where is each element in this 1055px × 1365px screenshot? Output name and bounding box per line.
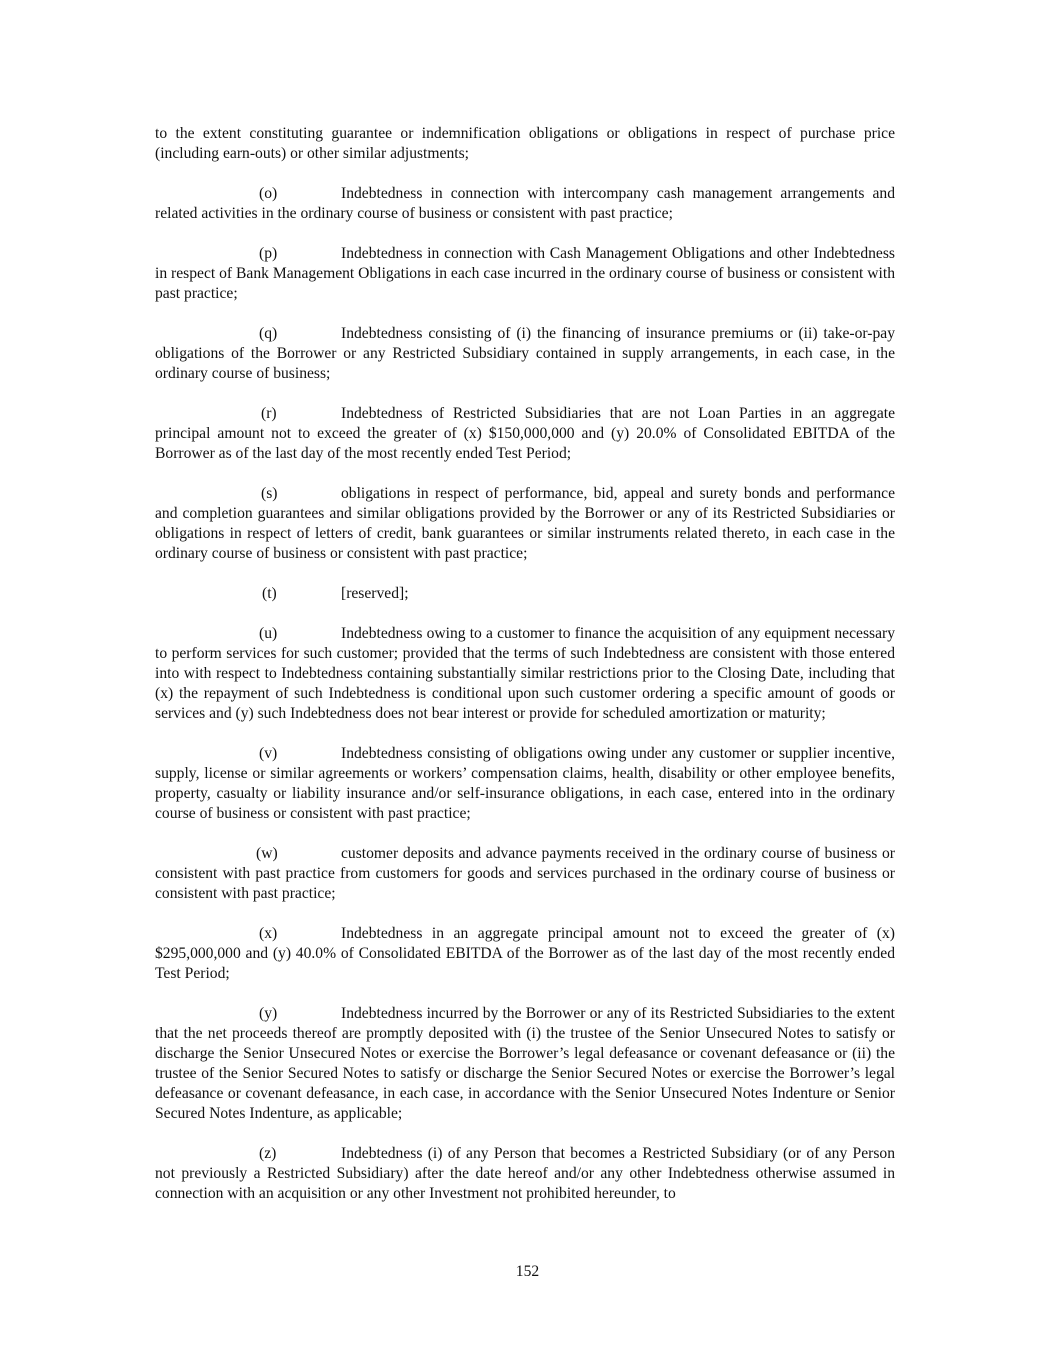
clause-text: customer deposits and advance payments received in the ordinary course of business or consistent with past practice from customers for goods and services purchased in the ordinary course of business or consistent with past practice;: [155, 845, 895, 902]
clause-text: obligations in respect of performance, bid, appeal and surety bonds and performance and completion guarantees and similar obligations provided by the Borrower or any of its Restricted Subsidiaries or obligations in respect of letters of credit, bank guarantees or similar instruments related thereto, in each case in the ordinary course of business or consistent with past practice;: [155, 485, 895, 562]
clause-p: [155, 244, 895, 304]
clause-z: [155, 1144, 895, 1204]
clause-label: (u): [259, 625, 278, 642]
clause-q: [155, 324, 895, 384]
clause-text: Indebtedness incurred by the Borrower or any of its Restricted Subsidiaries to the extent that the net proceeds thereof are promptly deposited with (i) the trustee of the Senior Unsecured Notes to satisfy or discharge the Senior Unsecured Notes or exercise the Borrower’s legal defeasance or covenant defeasance or (ii) the trustee of the Senior Secured Notes to satisfy or discharge the Senior Secured Notes or exercise the Borrower’s legal defeasance or covenant defeasance, in each case, in accordance with the Senior Unsecured Notes Indenture or Senior Secured Notes Indenture, as applicable;: [155, 1005, 895, 1122]
clause-v: [155, 744, 895, 824]
clause-text: Indebtedness in connection with intercompany cash management arrangements and related activities in the ordinary course of business or consistent with past practice;: [155, 185, 895, 222]
clause-text: Indebtedness of Restricted Subsidiaries that are not Loan Parties in an aggregate principal amount not to exceed the greater of (x) $150,000,000 and (y) 20.0% of Consolidated EBITDA of the Borrower as of the last day of the most recently ended Test Period;: [155, 405, 895, 462]
clause-text: Indebtedness consisting of (i) the financing of insurance premiums or (ii) take-or-pay obligations of the Borrower or any Restricted Subsidiary contained in supply arrangements, in each case, in the ordinary course of business;: [155, 325, 895, 382]
clause-y: [155, 1004, 895, 1124]
clause-label: (x): [259, 925, 278, 942]
clause-text: [reserved];: [341, 585, 409, 602]
clause-label: (z): [259, 1145, 277, 1162]
clause-s: [155, 484, 895, 564]
clause-text: Indebtedness owing to a customer to finance the acquisition of any equipment necessary to perform services for such customer; provided that the terms of such Indebtedness are consistent with those entered into with respect to Indebtedness containing substantially similar restrictions prior to the Closing Date, including that (x) the repayment of such Indebtedness is conditional upon such customer ordering a specific amount of goods or services and (y) such Indebtedness does not bear interest or provide for scheduled amortization or maturity;: [155, 625, 895, 722]
clause-text: Indebtedness consisting of obligations owing under any customer or supplier incentive, supply, license or similar agreements or workers’ compensation claims, health, disability or other employee benefits, property, casualty or liability insurance and/or self-insurance obligations, in each case, entered into in the ordinary course of business or consistent with past practice;: [155, 745, 895, 822]
document-page: [155, 124, 895, 1224]
clause-o: [155, 184, 895, 224]
clause-label: (w): [256, 845, 278, 862]
clause-r: [155, 404, 895, 464]
clause-t: [155, 584, 895, 604]
clause-label: (t): [262, 585, 277, 602]
clause-u: [155, 624, 895, 724]
continuation-paragraph: to the extent constituting guarantee or indemnification obligations or obligations in respect of purchase price (including earn-outs) or other similar adjustments;: [155, 125, 895, 162]
clause-label: (s): [261, 485, 278, 502]
clause-label: (o): [259, 185, 278, 202]
clause-label: (v): [259, 745, 278, 762]
clause-w: [155, 844, 895, 904]
clause-label: (y): [259, 1005, 278, 1022]
clause-x: [155, 924, 895, 984]
clause-label: (p): [259, 245, 278, 262]
clause-label: (r): [261, 405, 277, 422]
page-number: 152: [515, 1263, 540, 1280]
clause-label: (q): [259, 325, 278, 342]
clause-text: Indebtedness (i) of any Person that becomes a Restricted Subsidiary (or of any Person not previously a Restricted Subsidiary) after the date hereof and/or any other Indebtedness otherwise assumed in connection with an acquisition or any other Investment not prohibited hereunder, to: [155, 1145, 895, 1202]
clause-text: Indebtedness in an aggregate principal amount not to exceed the greater of (x) $295,000,000 and (y) 40.0% of Consolidated EBITDA of the Borrower as of the last day of the most recently ended Test Period;: [155, 925, 895, 982]
clause-text: Indebtedness in connection with Cash Management Obligations and other Indebtedness in respect of Bank Management Obligations in each case incurred in the ordinary course of business or consistent with past practice;: [155, 245, 895, 302]
